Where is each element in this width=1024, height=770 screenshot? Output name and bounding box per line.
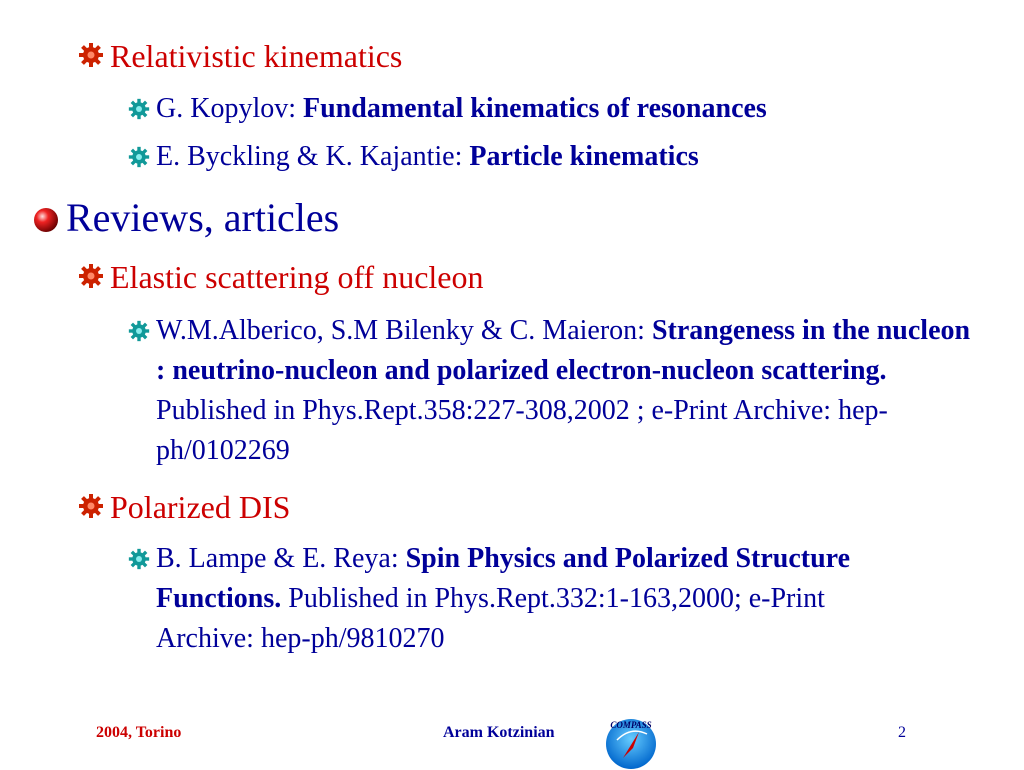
red-sphere-bullet-icon: [32, 206, 60, 234]
item-text: G. Kopylov: Fundamental kinematics of resonances: [156, 93, 767, 124]
compass-logo: [603, 714, 659, 770]
red-gear-bullet-icon: [78, 263, 104, 289]
logo-text: COMPASS: [610, 720, 652, 730]
item-text: Reviews, articles: [66, 195, 340, 240]
teal-gear-bullet-icon: [128, 98, 150, 120]
teal-gear-bullet-icon: [128, 320, 150, 342]
item-text: Polarized DIS: [110, 489, 291, 525]
teal-gear-bullet-icon: [128, 146, 150, 168]
teal-gear-bullet-icon: [128, 548, 150, 570]
red-gear-bullet-icon: [78, 493, 104, 519]
item-text: B. Lampe & E. Reya: Spin Physics and Polarized Structure Functions. Published in Phys.Rept.332:1-163,2000; e-Print Archive: hep-ph/9810270: [156, 543, 851, 654]
red-gear-bullet-icon: [78, 42, 104, 68]
item-text: E. Byckling & K. Kajantie: Particle kinematics: [156, 141, 699, 172]
item-text: W.M.Alberico, S.M Bilenky & C. Maieron: Strangeness in the nucleon : neutrino-nucleon and polarized electron-nucleon scattering. Published in Phys.Rept.358:227-308,2002 ; e-Print Archive: hep-ph/0102269: [156, 315, 971, 466]
item-text: Elastic scattering off nucleon: [110, 259, 484, 295]
item-text: Relativistic kinematics: [110, 38, 403, 74]
page-number: 2: [898, 724, 906, 741]
footer-location: 2004, Torino: [96, 724, 182, 741]
footer-author: Aram Kotzinian: [443, 724, 555, 741]
